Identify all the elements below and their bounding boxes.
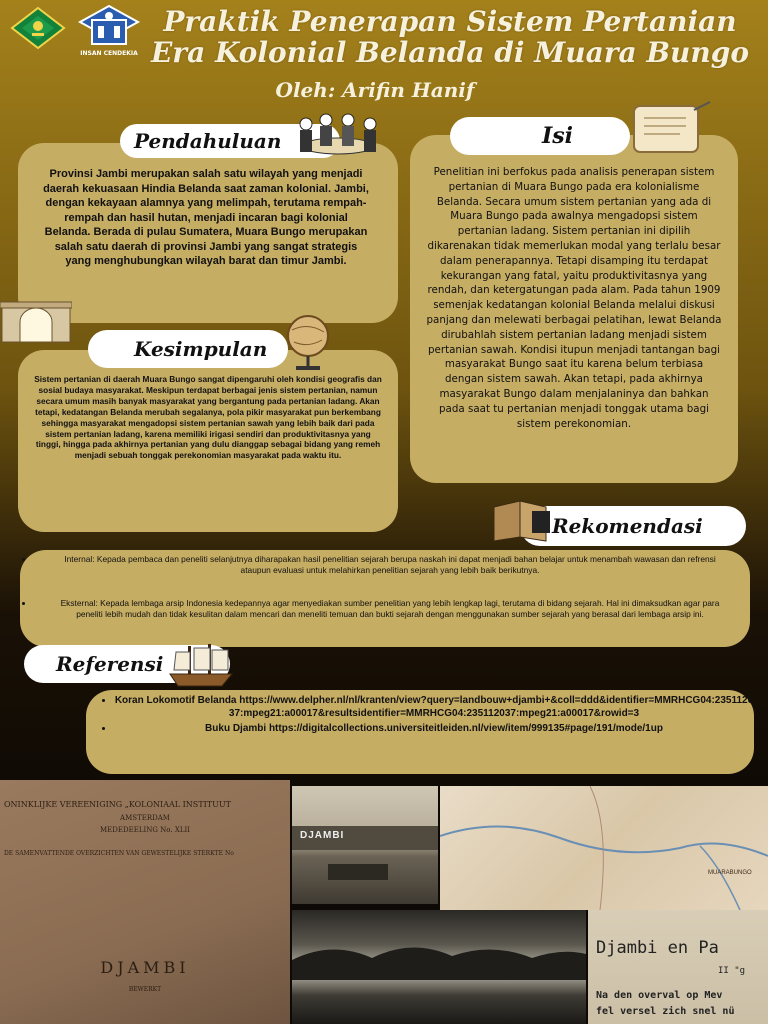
author: Oleh: Arifin Hanif — [275, 78, 475, 102]
rekomendasi-eksternal-text: Eksternal: Kepada lembaga arsip Indonesia kedepannya agar menyediakan sumber penelitian yang lebih lengkap lagi, terutama di bidang sejarah. Hal ini dimaksudkan agar para peneliti lebih mudah dan tidak kesulitan dalam mencari dan meneliti temuan dan bukti sejarah dengan menggunakan sumber sejarah yang berasal dari lembaga arsip ini. — [60, 598, 720, 619]
rekomendasi-eksternal — [34, 598, 746, 620]
rekomendasi-heading — [520, 506, 746, 546]
scroll-document-icon — [624, 100, 714, 160]
referensi-heading-text: Referensi — [56, 652, 164, 676]
meeting-illustration-icon — [290, 110, 386, 162]
title-line-2: Era Kolonial Belanda di Muara Bungo — [150, 36, 750, 69]
isi-heading — [450, 117, 630, 155]
book-subtitle: BEWERKT — [128, 986, 162, 993]
isi-text: Penelitian ini berfokus pada analisis penerapan sistem pertanian di Muara Bungo pada era kolonialisme Belanda. Secara umum sistem pertanian yang ada di Muara Bungo pada awalnya mengadopsi sistem pertanian ladang. Sistem pertanian ini dipilih dikarenakan tidak memerlukan modal yang terlalu besar dalam penerapannya. Tetapi disamping itu terdapat kekurangan yang fatal, yaitu produktivitasnya yang rendah, dan ketergatungan pada alam. Pada tahun 1909 semenjak kedatangan kolonial Belanda melalui diskusi panjang dan melewati berbagai pelatihan, lewat Belanda dirubahlah sistem pertanian ladang menjadi sistem pertanian sawah. Kondisi itupun menjadi tantangan bagi masyarakat Bungo saat itu karena belum terbiasa dengan sistem sawah. Akan tetapi, pada akhirnya masyarakat Bungo dalam menjalaninya dan bahkan pada saat tu pertanian menjadi tonggak utama bagi sistem perekonomian. — [426, 166, 722, 430]
isi-panel — [410, 135, 738, 483]
referensi-item-2-text: Buku Djambi https://digitalcollections.universiteitleiden.nl/view/item/999135#page/191/mode/1up — [205, 723, 663, 734]
open-book-icon — [490, 497, 552, 543]
river-photo — [292, 910, 586, 1024]
poster-title — [150, 6, 750, 68]
pendahuluan-heading-text: Pendahuluan — [134, 129, 282, 153]
referensi-list — [100, 694, 754, 735]
logo-caption: INSAN CENDEKIA — [80, 50, 138, 57]
newspaper-line-4: fel versel zich snel nü — [596, 1006, 735, 1017]
referensi-item-2 — [114, 722, 754, 735]
book-cover-photo — [0, 780, 290, 1024]
map-river-icon — [440, 786, 768, 910]
globe-icon — [282, 312, 334, 372]
rekomendasi-list — [28, 554, 746, 620]
kesimpulan-heading-text: Kesimpulan — [134, 337, 268, 361]
kesimpulan-panel — [18, 350, 398, 532]
newspaper-headline: Djambi en Pa — [596, 938, 719, 958]
kemenag-logo — [10, 6, 66, 50]
newspaper-photo — [588, 910, 768, 1024]
rekomendasi-internal-text: Internal: Kepada pembaca dan peneliti selanjutnya diharapakan hasil penelitian sejarah berupa naskah ini dapat menjadi bahan belajar untuk menambah wawasan dan refrensi ataupun evaluasi untuk melahirkan penelitian sejarah yang lebih baik berikutnya. — [64, 554, 716, 575]
referensi-panel — [86, 690, 754, 774]
book-line-4: DE SAMENVATTENDE OVERZICHTEN VAN GEWESTELIJKE STERKTE No — [4, 850, 234, 857]
rekomendasi-heading-text: Rekomendasi — [552, 514, 703, 538]
rekomendasi-internal — [34, 554, 746, 576]
book-line-1: ONINKLIJKE VEREENIGING „KOLONIAAL INSTITUUT — [4, 800, 231, 809]
map-label: MUARABUNGO — [708, 870, 752, 876]
book-line-2: AMSTERDAM — [120, 814, 170, 822]
kesimpulan-heading — [88, 330, 288, 368]
harbor-caption: DJAMBI — [300, 830, 345, 841]
referensi-item-1-text: Koran Lokomotif Belanda https://www.delpher.nl/nl/kranten/view?query=landbouw+djambi+&coll=ddd&identifier=MMRHCG04:235112037:mpeg21:a00017&resultsidentifier=MMRHCG04:235112037:mpeg21:a00017&rowid=3 — [114, 695, 754, 719]
pendahuluan-text: Provinsi Jambi merupakan salah satu wilayah yang menjadi daerah kekuasaan Hindia Belanda saat zaman kolonial. Jambi, dengan kekayaan alamnya yang melimpah, terutama rempah-rempah dan hasil hutan, menjadi incaran bagi kolonial Belanda. Berada di pulau Sumatera, Muara Bungo merupakan salah satu daerah di provinsi Jambi yang sangat strategis yang menghubungkan wilayah barat dan timur Jambi. — [43, 168, 369, 267]
book-title: DJAMBI — [100, 958, 190, 977]
title-line-1: Praktik Penerapan Sistem Pertanian — [163, 5, 737, 38]
map-photo — [440, 786, 768, 910]
newspaper-line-2: II "g — [718, 966, 746, 976]
kesimpulan-text: Sistem pertanian di daerah Muara Bungo sangat dipengaruhi oleh kondisi geografis dan sosial budaya masyarakat. Meskipun terdapat berbagai jenis sistem pertanian, namun secara umum masih banyak masyarakat yang bergantung pada pertanian ladang. Akan tetapi, kedatangan Belanda merubah segalanya, pola pikir masyarakat pun berkembang sehingga masyarakat mengadopsi sistem pertanian sawah yang lebih baik dari pada sistem pertanian ladang, karena memiliki irigasi sendiri dan produktivitasnya yang tinggi, hingga pada akhirnya pertanian yang dulu dianggap sebagai bidang yang remeh menjadi sebuah tonggak perekonomian masyarakat pada waktu itu. — [34, 374, 382, 461]
gate-illustration-icon — [0, 298, 72, 344]
harbor-photo — [292, 786, 438, 904]
referensi-item-1 — [114, 694, 754, 720]
harbor-boat — [328, 864, 388, 880]
newspaper-line-3: Na den overval op Mev — [596, 990, 723, 1001]
book-line-3: MEDEDEELING No. XLII — [99, 826, 190, 834]
rekomendasi-panel — [20, 550, 750, 647]
isi-heading-text: Isi — [542, 123, 574, 149]
pendahuluan-panel — [18, 143, 398, 323]
ship-icon — [164, 640, 238, 690]
river-treeline-icon — [292, 930, 586, 980]
